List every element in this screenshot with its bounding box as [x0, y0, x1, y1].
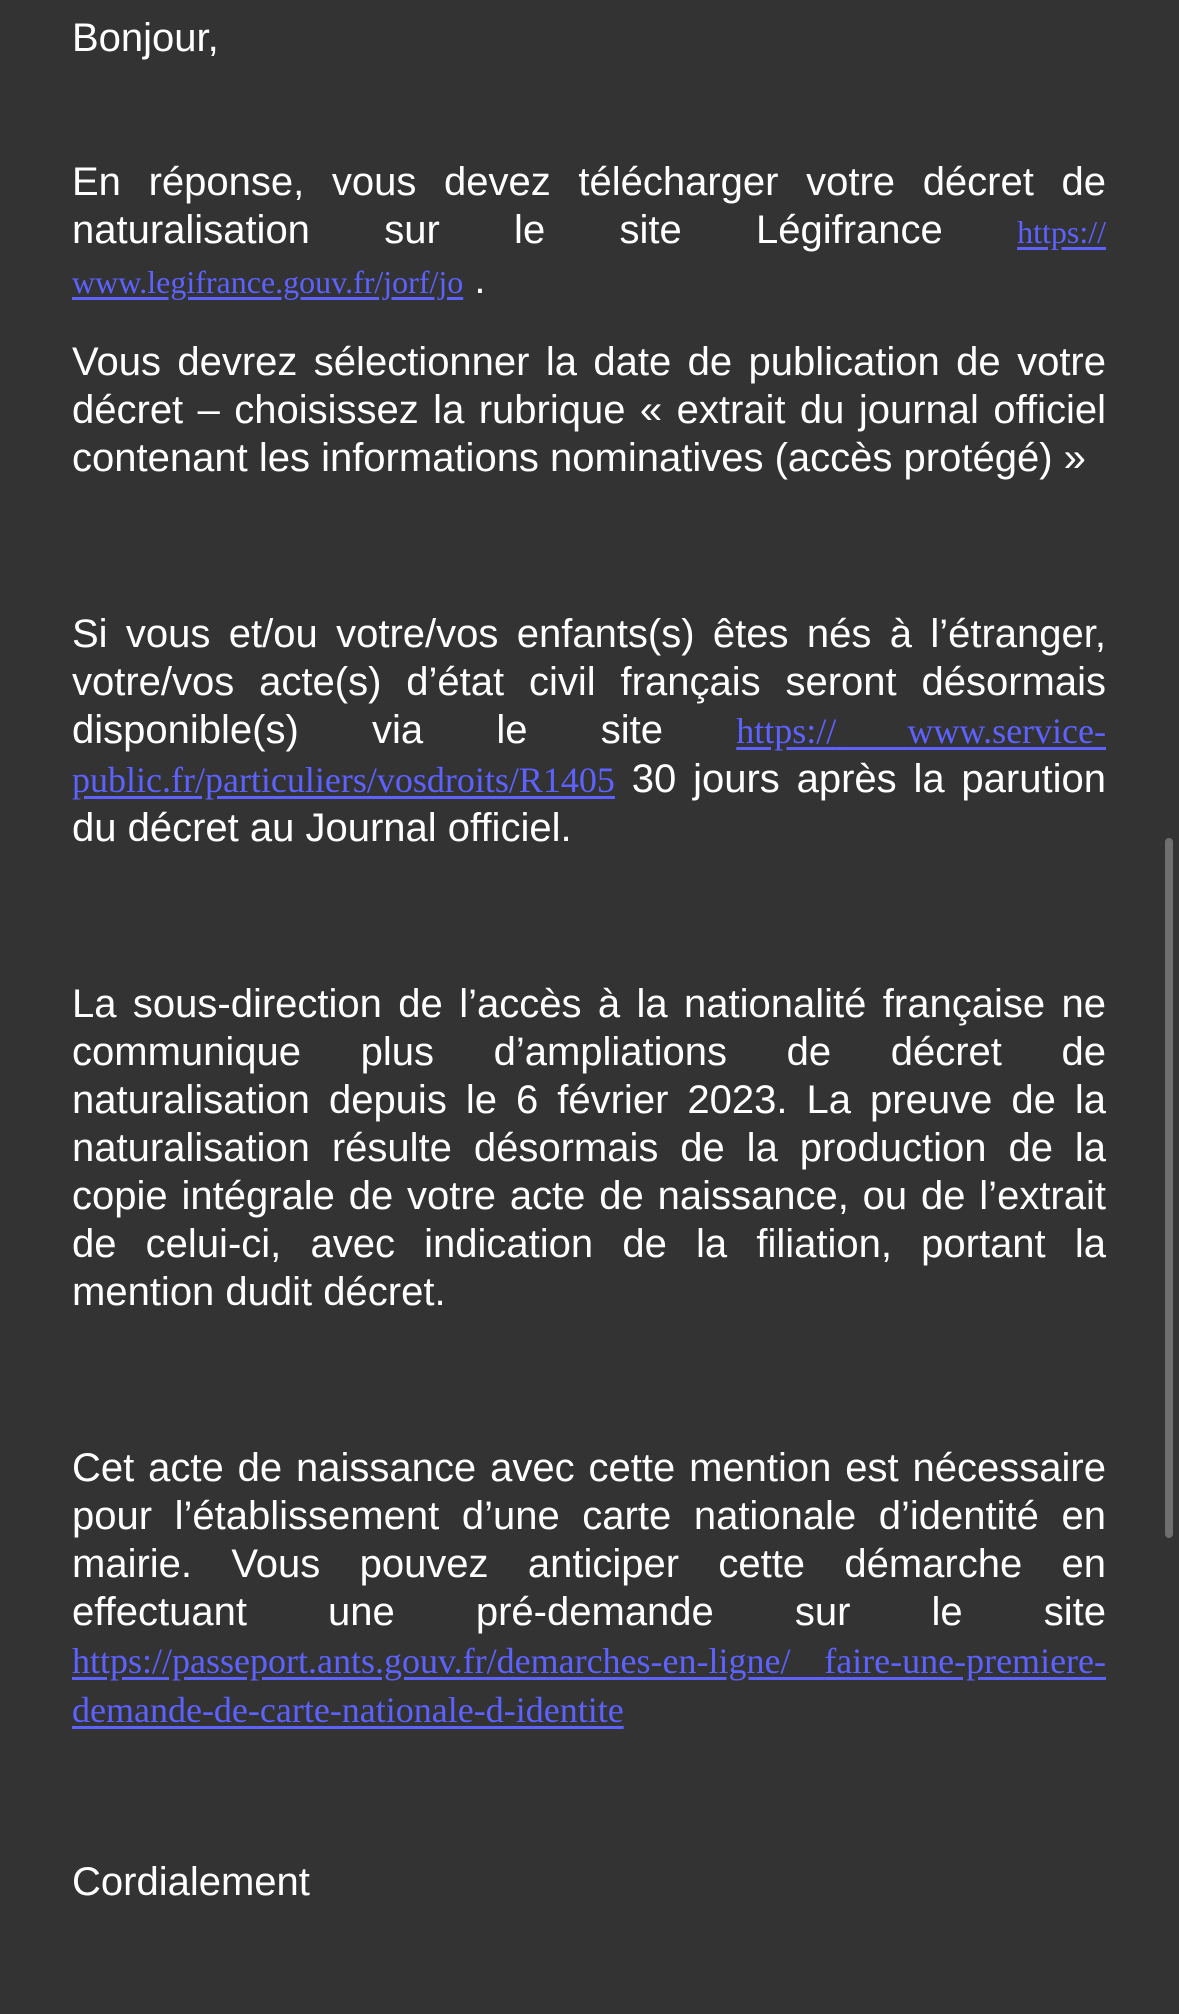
paragraph-etat-civil-text-after: 30 jours après la parution du décret au Journal officiel.	[72, 757, 1106, 850]
ants-link[interactable]	[72, 1641, 1106, 1730]
paragraph-etat-civil-text: Si vous et/ou votre/vos enfants(s) êtes nés à l’étranger, votre/vos acte(s) d’état civil français seront désormais disponible(s) via le site	[72, 612, 1106, 752]
service-public-link-part1: https://	[736, 711, 837, 751]
paragraph-ampliations: La sous-direction de l’accès à la nationalité française ne communique plus d’ampliations de décret de naturalisation depuis le 6 février 2023. La preuve de la naturalisation résulte désormais de la production de la copie intégrale de votre acte de naissance, ou de l’extrait de celui-ci, avec indication de la filiation, portant la mention dudit décret.	[72, 982, 1106, 1314]
paragraph-carte-identite-text: Cet acte de naissance avec cette mention est nécessaire pour l’établissement d’une carte nationale d’identité en mairie. Vous pouvez anticiper cette démarche en effectuant une pré-demande sur le site	[72, 1446, 1106, 1634]
paragraph-etat-civil	[72, 610, 1106, 852]
service-public-link-part2: www.service-public.fr/particuliers/vosdroits/R1405	[72, 711, 1106, 800]
legifrance-link-part2: www.legifrance.gouv.fr/jorf/jo	[72, 264, 464, 300]
email-body	[72, 0, 1106, 1906]
paragraph-legifrance	[72, 158, 1106, 306]
paragraph-publication-date: Vous devrez sélectionner la date de publication de votre décret – choisissez la rubrique « extrait du journal officiel contenant les informations nominatives (accès protégé) »	[72, 340, 1106, 480]
greeting: Bonjour,	[72, 16, 219, 60]
ants-link-part1: https://passeport.ants.gouv.fr/demarches-en-ligne/	[72, 1641, 791, 1681]
legifrance-link-part1: https://	[1017, 214, 1107, 250]
closing: Cordialement	[72, 1860, 310, 1904]
paragraph-legifrance-end: .	[474, 258, 486, 302]
paragraph-legifrance-text: En réponse, vous devez télécharger votre décret de naturalisation sur le site Légifrance	[72, 160, 1106, 252]
ants-link-part2: faire-une-premiere-demande-de-carte-nationale-d-identite	[72, 1641, 1106, 1730]
vertical-scrollbar[interactable]	[1165, 838, 1173, 1538]
paragraph-carte-identite	[72, 1444, 1106, 1734]
